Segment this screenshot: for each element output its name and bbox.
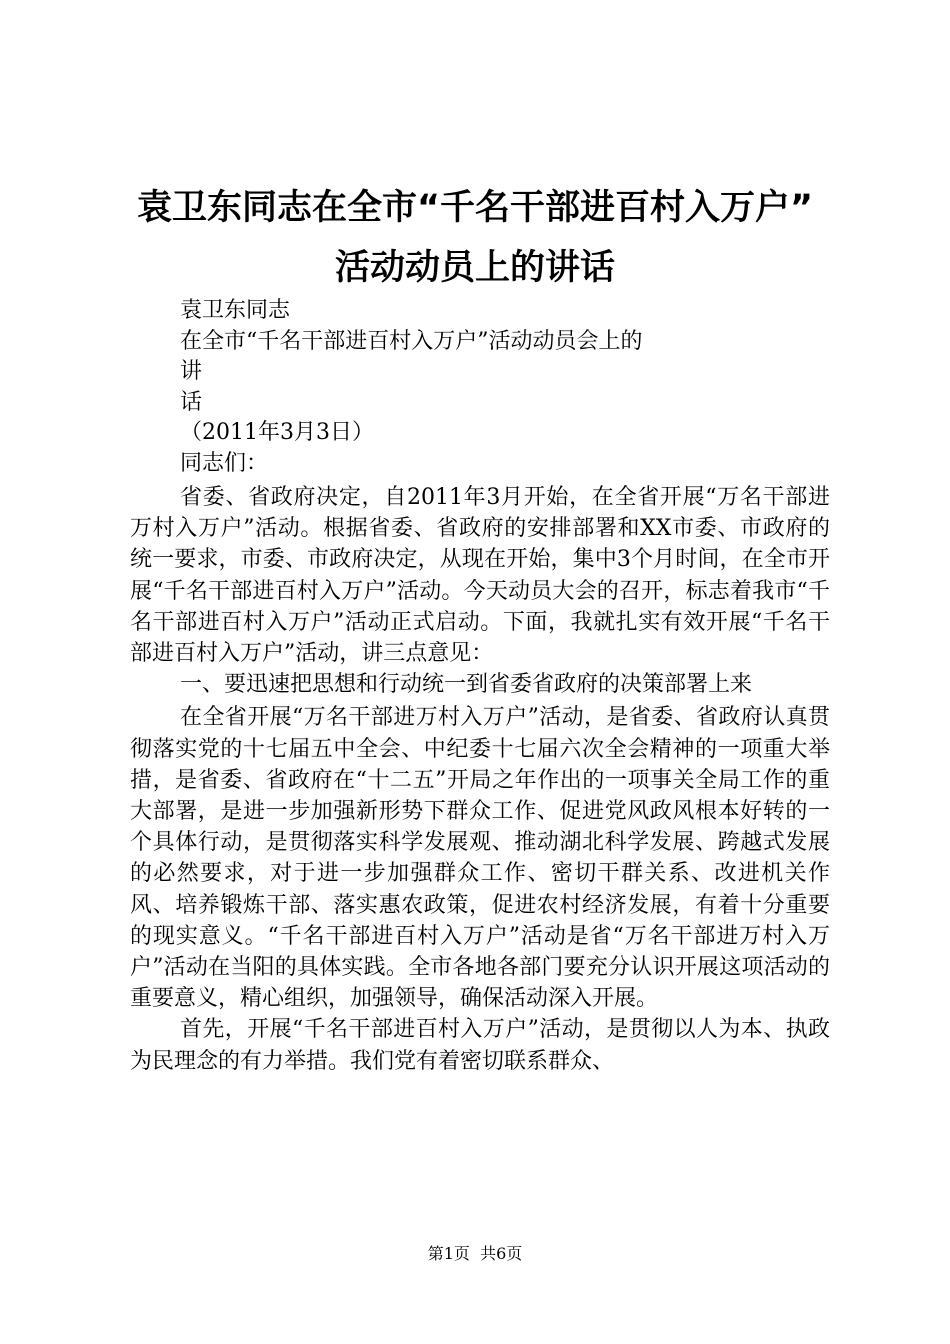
salutation: 同志们： [180, 450, 269, 476]
document-title-line-2: 活动动员上的讲话 [334, 248, 615, 288]
document-title-line-1: 袁卫东同志在全市“千名干部进百村入万户” [136, 188, 813, 228]
speech-header [180, 296, 840, 479]
body-paragraph: 首先，开展“千名干部进百村入万户”活动，是贯彻以人为本、执政为民理念的有力举措。我们党有着密切联系群众、 [130, 1017, 830, 1074]
speech-date: （2011年3月3日） [180, 420, 374, 445]
page-total: 共6页 [480, 1244, 523, 1263]
page-number: 第1页 [427, 1244, 470, 1263]
body-paragraph: 在全省开展“万名干部进万村入万户”活动，是省委、省政府认真贯彻落实党的十七届五中全会、中纪委十七届六次全会精神的一项重大举措，是省委、省政府在“十二五”开局之年作出的一项事关全局工作的重大部署，是进一步加强新形势下群众工作、促进党风政风根本好转的一个具体行动，是贯彻落实科学发展观、推动湖北科学发展、跨越式发展的必然要求，对于进一步加强群众工作、密切干群关系、改进机关作风、培养锻炼干部、落实惠农政策，促进农村经济发展，有着十分重要的现实意义。“千名干部进百村入万户”活动是省“万名干部进万村入万户”活动在当阳的具体实践。全市各地各部门要充分认识开展这项活动的重要意义，精心组织，加强领导，确保活动深入开展。 [130, 705, 830, 1012]
section-heading: 一、要迅速把思想和行动统一到省委省政府的决策部署上来 [180, 672, 753, 698]
body-paragraph: 省委、省政府决定，自2011年3月开始，在全省开展“万名干部进万村入万户”活动。根据省委、省政府的安排部署和XX市委、市政府的统一要求，市委、市政府决定，从现在开始，集中3个月时间，在全市开展“千名干部进百村入万户”活动。今天动员大会的召开，标志着我市“千名干部进百村入万户”活动正式启动。下面，我就扎实有效开展“千名干部进百村入万户”活动，讲三点意见： [130, 485, 830, 667]
page-footer [0, 1244, 950, 1264]
speech-word-1: 讲 [180, 359, 203, 384]
speech-word-2: 话 [180, 389, 203, 415]
speech-occasion: 在全市“千名干部进百村入万户”活动动员会上的 [180, 328, 643, 354]
speech-body [130, 482, 830, 1077]
speaker-name: 袁卫东同志 [180, 298, 291, 323]
